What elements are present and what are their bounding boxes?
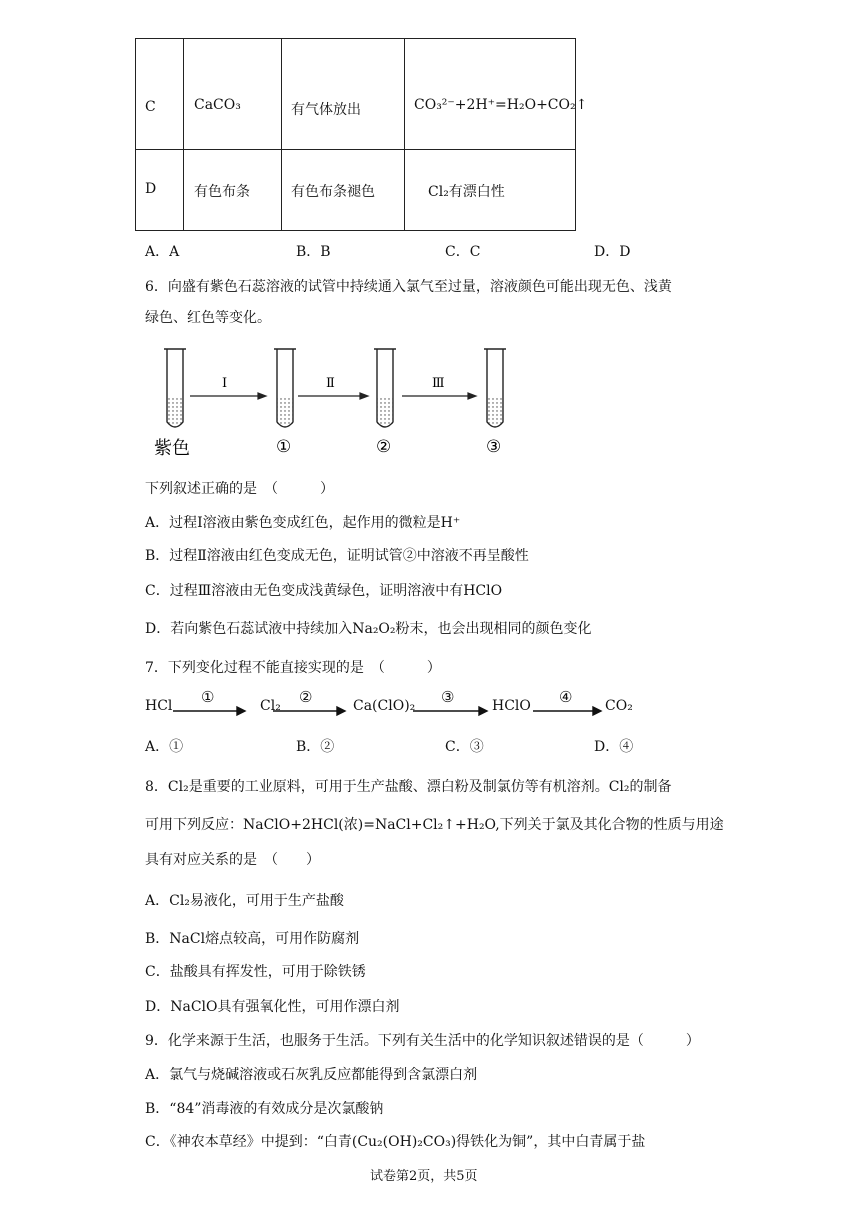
start-label: 紫色 [154, 438, 190, 459]
arrow-label-3: Ⅲ [432, 376, 445, 391]
row-d-phenomenon: 有色布条褪色 [291, 184, 375, 200]
q8-option-d: D．NaClO具有强氧化性，可用作漂白剂 [145, 999, 400, 1015]
chain-hclo: HClO [492, 698, 531, 714]
tube-label-2: ② [376, 437, 392, 457]
row-d-reagent: 有色布条 [194, 184, 250, 200]
q8-stem-line3: 具有对应关系的是 （ ） [145, 852, 320, 868]
answer-table [135, 38, 588, 231]
q6-stem-line2: 绿色、红色等变化。 [145, 310, 271, 326]
q6-stem-line1: 6．向盛有紫色石蕊溶液的试管中持续通入氯气至过量，溶液颜色可能出现无色、浅黄 [145, 279, 672, 295]
q8-stem-line2: 可用下列反应：NaClO+2HCl(浓)=NaCl+Cl₂↑+H₂O,下列关于氯及其化合物的性质与用途 [145, 817, 724, 833]
q8-stem-line1: 8．Cl₂是重要的工业原料，可用于生产盐酸、漂白粉及制氯仿等有机溶剂。Cl₂的制备 [145, 779, 672, 795]
q9-option-a: A．氯气与烧碱溶液或石灰乳反应都能得到含氯漂白剂 [145, 1067, 478, 1083]
q6-option-a: A．过程Ⅰ溶液由紫色变成红色，起作用的微粒是H⁺ [145, 515, 461, 531]
row-c-reagent: CaCO₃ [194, 97, 241, 113]
row-c-phenomenon: 有气体放出 [291, 102, 361, 118]
arrow-label-1: Ⅰ [222, 376, 228, 391]
step-3: ③ [441, 688, 455, 706]
page-footer: 试卷第2页，共5页 [370, 1169, 478, 1184]
q8-option-b: B．NaCl熔点较高，可用作防腐剂 [145, 931, 360, 947]
q9-option-c: C．《神农本草经》中提到：“白青(Cu₂(OH)₂CO₃)得铁化为铜”，其中白青属于盐 [145, 1134, 646, 1150]
chain-cl2: Cl₂ [260, 698, 281, 714]
q5-option-d: D．D [594, 244, 631, 260]
row-c-label: C [145, 99, 156, 115]
tube-label-1: ① [276, 437, 292, 457]
q7-reaction-chain [145, 688, 705, 728]
q6-prompt: 下列叙述正确的是 （ ） [145, 481, 334, 497]
tube-label-3: ③ [486, 437, 502, 457]
q7-stem: 7．下列变化过程不能直接实现的是 （ ） [145, 660, 441, 676]
chain-co2: CO₂ [605, 698, 633, 714]
q7-option-a: A．① [145, 739, 184, 755]
arrow-label-2: Ⅱ [326, 376, 335, 391]
q8-option-a: A．Cl₂易液化，可用于生产盐酸 [145, 893, 344, 909]
q9-stem: 9．化学来源于生活，也服务于生活。下列有关生活中的化学知识叙述错误的是（ ） [145, 1033, 700, 1049]
test-tube-1 [274, 349, 296, 427]
row-c-conclusion: CO₃²⁻+2H⁺=H₂O+CO₂↑ [414, 97, 588, 113]
step-1: ① [201, 688, 215, 706]
q5-option-a: A．A [145, 244, 180, 260]
q5-option-c: C．C [445, 244, 481, 260]
q7-option-c: C．③ [445, 739, 484, 755]
test-tube-2 [374, 349, 396, 427]
row-d-conclusion: Cl₂有漂白性 [428, 184, 505, 200]
step-4: ④ [559, 688, 573, 706]
test-tube-diagram [140, 342, 520, 462]
q6-option-d: D．若向紫色石蕊试液中持续加入Na₂O₂粉末，也会出现相同的颜色变化 [145, 621, 592, 637]
q7-option-b: B．② [296, 739, 335, 755]
test-tube-3 [484, 349, 506, 427]
step-2: ② [299, 688, 313, 706]
q8-option-c: C．盐酸具有挥发性，可用于除铁锈 [145, 964, 366, 980]
q7-option-d: D．④ [594, 739, 634, 755]
row-d-label: D [145, 181, 157, 197]
q6-option-b: B．过程Ⅱ溶液由红色变成无色，证明试管②中溶液不再呈酸性 [145, 548, 529, 564]
chain-caclo2: Ca(ClO)₂ [353, 698, 416, 714]
q5-option-b: B．B [296, 244, 331, 260]
test-tube-purple [164, 349, 186, 427]
q6-option-c: C．过程Ⅲ溶液由无色变成浅黄绿色，证明溶液中有HClO [145, 583, 503, 599]
chain-hcl: HCl [145, 698, 173, 714]
q9-option-b: B．“84”消毒液的有效成分是次氯酸钠 [145, 1101, 384, 1117]
